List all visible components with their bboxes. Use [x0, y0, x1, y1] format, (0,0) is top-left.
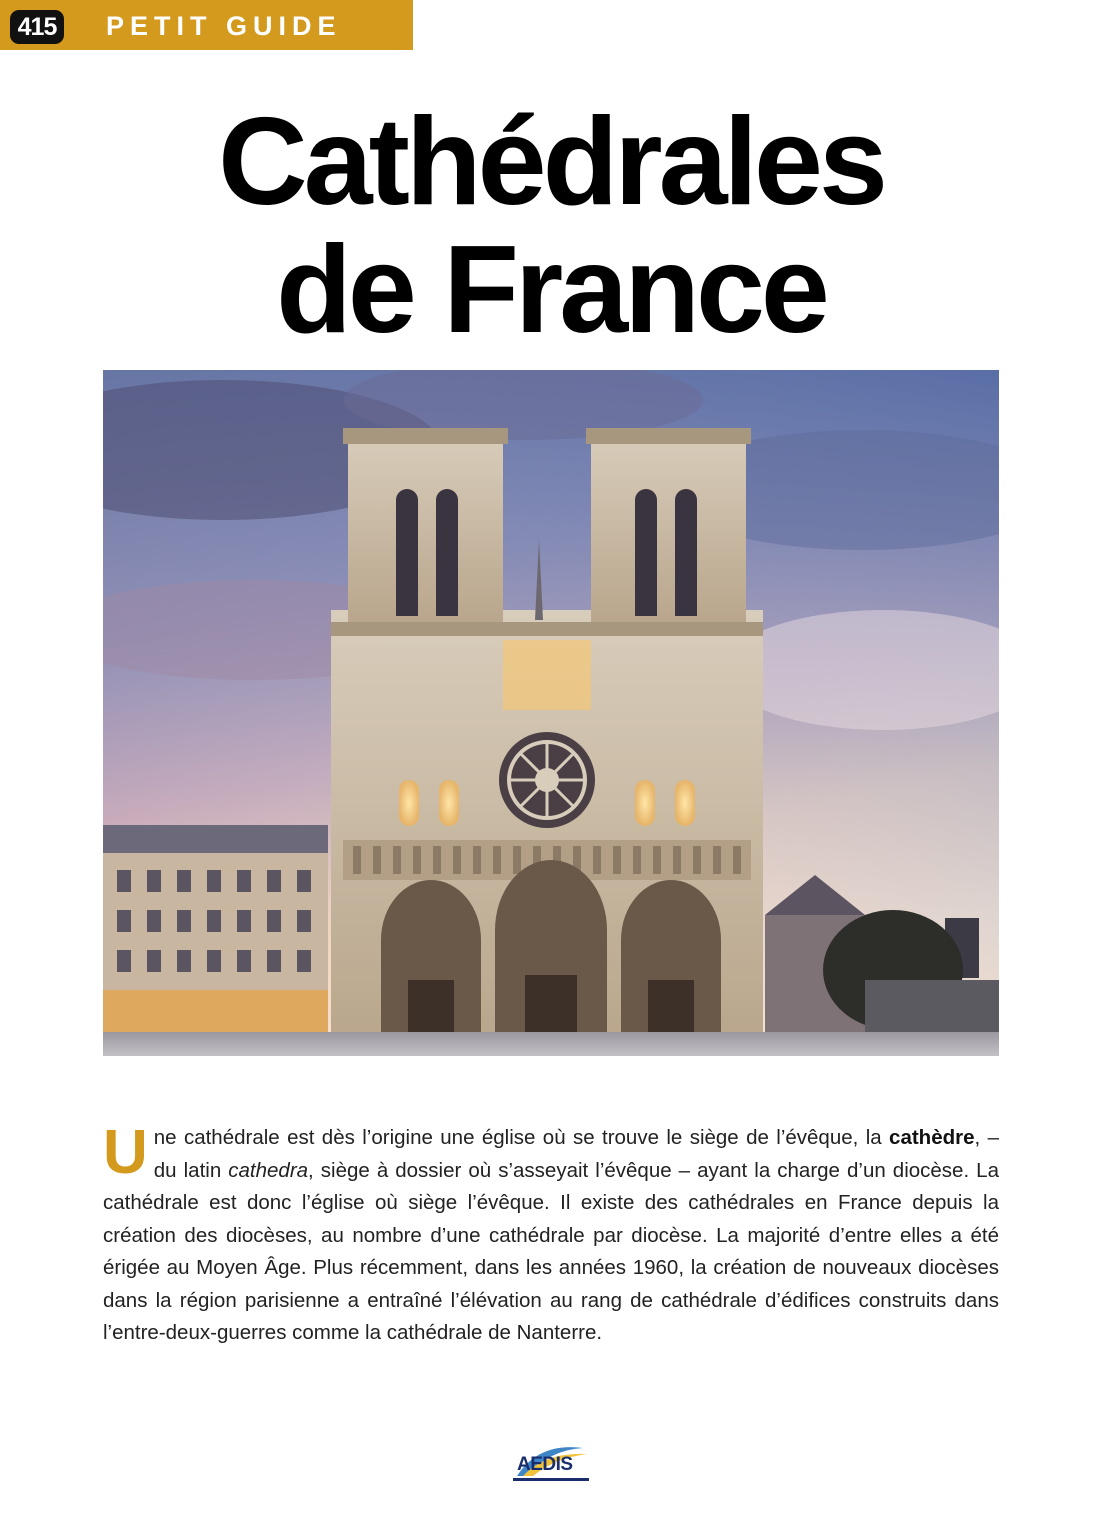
publisher-logo-text: AEDIS: [517, 1454, 573, 1475]
intro-bold-term: cathèdre: [889, 1126, 975, 1149]
header-bar: [0, 0, 413, 50]
issue-number-badge: 415: [10, 10, 64, 44]
intro-text-2: , – du latin: [153, 1126, 999, 1182]
title-line-2: de France: [276, 221, 826, 359]
intro-paragraph: [103, 1118, 999, 1350]
drop-cap: U: [103, 1118, 148, 1187]
intro-text-3: , siège à dossier où s’asseyait l’évêque – ayant la charge d’un diocèse. La cathédrale est donc l’église où siège l’évêque. Il existe des cathédrales en France depuis la création des diocèses, au nombre d’une cathédrale par diocèse. La majorité d’entre elles a été érigée au Moyen Âge. Plus récemment, dans les années 1960, la création de nouveaux diocèses dans la région parisienne a entraîné l’élévation au rang de cathédrale d’édifices construits dans l’entre-deux-guerres comme la cathédrale de Nanterre.: [103, 1158, 999, 1344]
intro-italic-term: cathedra: [228, 1158, 309, 1182]
series-label: PETIT GUIDE: [106, 11, 342, 41]
title-line-1: Cathédrales: [218, 93, 884, 231]
cathedral-facade-photo: [103, 370, 999, 1056]
page-title: [0, 93, 1102, 359]
intro-text-1: ne cathédrale est dès l’origine une église où se trouve le siège de l’évêque, la: [153, 1126, 890, 1149]
publisher-logo: [509, 1440, 593, 1486]
